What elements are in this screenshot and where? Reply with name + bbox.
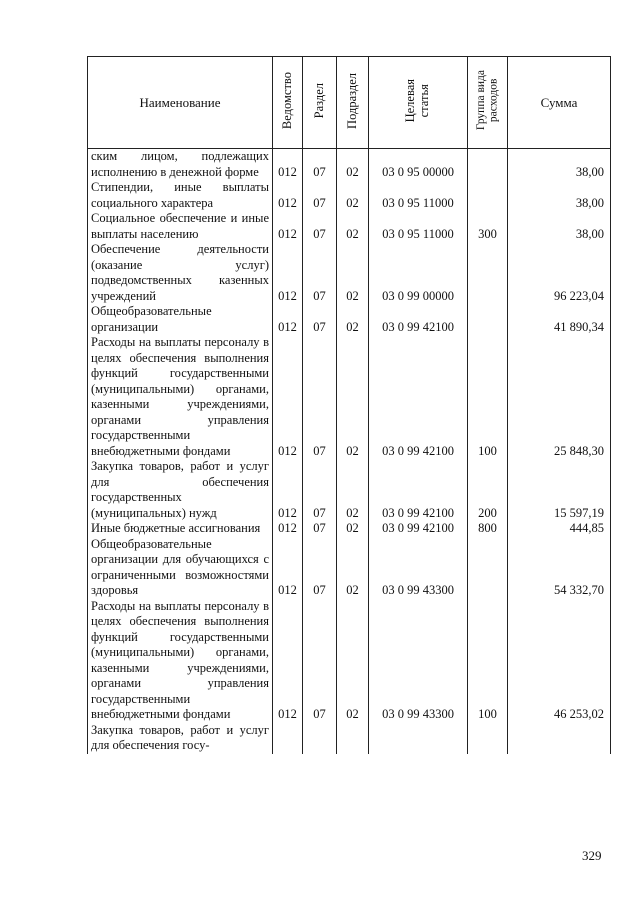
row-group [468, 242, 508, 304]
page-number: 329 [582, 848, 602, 863]
row-target: 03 0 99 42100 [369, 304, 468, 335]
table-row [88, 537, 611, 599]
row-section: 07 [303, 521, 337, 537]
row-amount: 41 890,34 [508, 304, 611, 335]
row-group: 300 [468, 211, 508, 242]
row-group [468, 723, 508, 754]
row-department: 012 [273, 537, 303, 599]
table-row [88, 459, 611, 521]
row-subsection: 02 [337, 521, 369, 537]
row-target [369, 723, 468, 754]
row-name: Социальное обеспечение и иные выплаты населению [88, 211, 273, 242]
row-amount: 25 848,30 [508, 335, 611, 459]
row-section: 07 [303, 242, 337, 304]
row-department: 012 [273, 521, 303, 537]
table-row [88, 180, 611, 211]
header-department: Ведомство [273, 57, 303, 149]
row-target: 03 0 99 43300 [369, 537, 468, 599]
row-name: Стипендии, иные выплаты социального характера [88, 180, 273, 211]
row-section: 07 [303, 599, 337, 723]
budget-table [87, 56, 611, 754]
row-section: 07 [303, 304, 337, 335]
row-amount: 15 597,19 [508, 459, 611, 521]
row-department [273, 723, 303, 754]
row-department: 012 [273, 304, 303, 335]
row-subsection: 02 [337, 304, 369, 335]
row-subsection: 02 [337, 537, 369, 599]
row-name: Расходы на выплаты персоналу в целях обеспечения выполнения функций государственными (муниципальными) органами, казенными учреждениями, органами управления государственными внебюджетными фондами [88, 599, 273, 723]
table-row [88, 211, 611, 242]
table-row [88, 723, 611, 754]
row-subsection [337, 723, 369, 754]
row-section: 07 [303, 459, 337, 521]
row-amount: 444,85 [508, 521, 611, 537]
row-subsection: 02 [337, 242, 369, 304]
row-group: 100 [468, 335, 508, 459]
row-subsection: 02 [337, 599, 369, 723]
row-section: 07 [303, 537, 337, 599]
row-amount: 96 223,04 [508, 242, 611, 304]
row-target: 03 0 99 42100 [369, 459, 468, 521]
table-row [88, 599, 611, 723]
row-name: Общеобразовательные организации для обучающихся с ограниченными возможностями здоровья [88, 537, 273, 599]
header-amount: Сумма [508, 57, 611, 149]
row-department: 012 [273, 180, 303, 211]
row-target: 03 0 99 42100 [369, 335, 468, 459]
row-amount: 38,00 [508, 211, 611, 242]
row-department: 012 [273, 242, 303, 304]
row-group [468, 304, 508, 335]
row-department: 012 [273, 459, 303, 521]
row-name: Иные бюджетные ассигнования [88, 521, 273, 537]
row-section: 07 [303, 211, 337, 242]
row-group [468, 180, 508, 211]
row-group: 100 [468, 599, 508, 723]
table-row [88, 335, 611, 459]
header-section: Раздел [303, 57, 337, 149]
row-amount: 46 253,02 [508, 599, 611, 723]
row-amount [508, 723, 611, 754]
header-target: Целевая статья [369, 57, 468, 149]
row-name: Расходы на выплаты персоналу в целях обеспечения выполнения функций государственными (муниципальными) органами, казенными учреждениями, органами управления государственными внебюджетными фондами [88, 335, 273, 459]
row-group [468, 537, 508, 599]
row-amount: 54 332,70 [508, 537, 611, 599]
header-subsection: Подраздел [337, 57, 369, 149]
row-target: 03 0 95 11000 [369, 180, 468, 211]
table-row [88, 304, 611, 335]
header-group: Группа вида расходов [468, 57, 508, 149]
row-section: 07 [303, 149, 337, 181]
row-target: 03 0 99 00000 [369, 242, 468, 304]
row-section [303, 723, 337, 754]
row-target: 03 0 95 00000 [369, 149, 468, 181]
row-subsection: 02 [337, 459, 369, 521]
table-header-row [88, 57, 611, 149]
row-department: 012 [273, 149, 303, 181]
row-target: 03 0 99 42100 [369, 521, 468, 537]
row-name: Обеспечение деятельности (оказание услуг) подведомственных казенных учреждений [88, 242, 273, 304]
row-group: 800 [468, 521, 508, 537]
row-target: 03 0 95 11000 [369, 211, 468, 242]
row-group [468, 149, 508, 181]
row-name: Закупка товаров, работ и услуг для обеспечения госу- [88, 723, 273, 754]
row-group: 200 [468, 459, 508, 521]
row-target: 03 0 99 43300 [369, 599, 468, 723]
row-subsection: 02 [337, 335, 369, 459]
table-row [88, 149, 611, 181]
row-section: 07 [303, 180, 337, 211]
row-subsection: 02 [337, 180, 369, 211]
row-section: 07 [303, 335, 337, 459]
row-department: 012 [273, 211, 303, 242]
row-name: ским лицом, подлежащих исполнению в денежной форме [88, 149, 273, 181]
row-subsection: 02 [337, 149, 369, 181]
row-subsection: 02 [337, 211, 369, 242]
row-department: 012 [273, 599, 303, 723]
row-name: Общеобразовательные организации [88, 304, 273, 335]
row-amount: 38,00 [508, 180, 611, 211]
table-row [88, 521, 611, 537]
row-department: 012 [273, 335, 303, 459]
row-amount: 38,00 [508, 149, 611, 181]
header-name: Наименование [88, 57, 273, 149]
row-name: Закупка товаров, работ и услуг для обеспечения государственных (муниципальных) нужд [88, 459, 273, 521]
table-row [88, 242, 611, 304]
